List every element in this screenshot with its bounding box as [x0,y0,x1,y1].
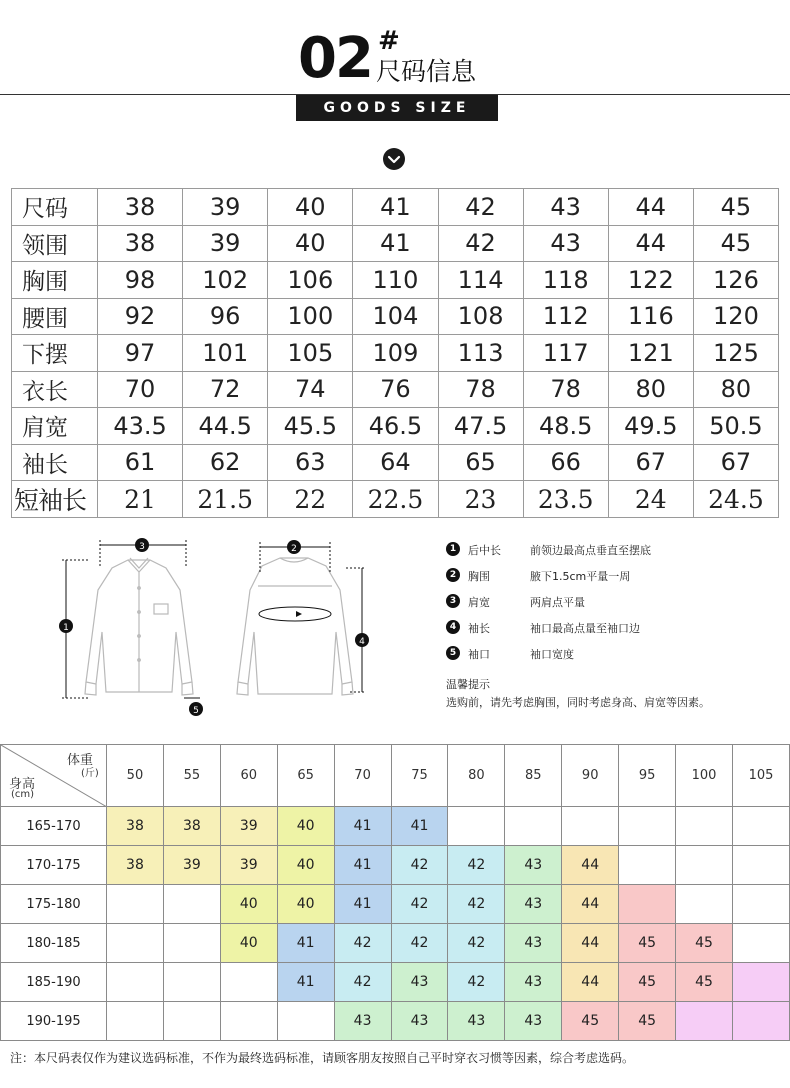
size-cell: 45 [693,225,778,262]
table-row [1,1002,790,1041]
size-cell: 46.5 [353,408,438,445]
recommended-size-cell: 44 [562,963,619,1002]
size-cell: 105 [268,335,353,372]
size-cell: 98 [98,262,183,299]
row-label: 腰围 [12,298,98,335]
recommended-size-cell: 42 [334,963,391,1002]
height-range: 165-170 [1,807,107,846]
row-label: 尺码 [12,189,98,226]
weight-header: 105 [732,745,789,807]
size-cell: 67 [693,444,778,481]
recommended-size-cell: 39 [163,846,220,885]
table-row [12,481,779,518]
size-cell: 24.5 [693,481,778,518]
size-cell: 63 [268,444,353,481]
recommended-size-cell: 43 [505,846,562,885]
recommended-size-cell: 39 [220,807,277,846]
recommended-size-cell: 40 [220,924,277,963]
table-corner-header [1,745,107,807]
recommended-size-cell: 45 [619,963,676,1002]
height-range: 190-195 [1,1002,107,1041]
weight-header: 50 [107,745,164,807]
size-cell: 126 [693,262,778,299]
size-cell: 44.5 [183,408,268,445]
row-label: 下摆 [12,335,98,372]
size-cell: 76 [353,371,438,408]
row-label: 领围 [12,225,98,262]
weight-header: 65 [277,745,334,807]
recommended-size-cell [163,1002,220,1041]
size-cell: 121 [608,335,693,372]
size-cell: 65 [438,444,523,481]
chevron-down-icon [383,148,405,170]
recommended-size-cell: 45 [676,963,733,1002]
size-cell: 44 [608,225,693,262]
recommended-size-cell: 38 [107,846,164,885]
size-cell: 21.5 [183,481,268,518]
weight-header: 75 [391,745,448,807]
recommended-size-cell [505,807,562,846]
recommended-size-cell [220,1002,277,1041]
recommended-size-cell: 45 [619,1002,676,1041]
weight-header: 80 [448,745,505,807]
recommended-size-cell: 41 [334,885,391,924]
recommended-size-cell [448,807,505,846]
weight-header: 85 [505,745,562,807]
section-number: 02 [298,26,372,91]
table-row [12,408,779,445]
recommended-size-cell: 41 [277,963,334,1002]
recommended-size-cell [619,885,676,924]
recommended-size-cell [732,807,789,846]
legend-item: 4 袖长 袖口最高点量至袖口边 [446,618,786,644]
recommended-size-cell [676,807,733,846]
size-cell: 49.5 [608,408,693,445]
height-range: 175-180 [1,885,107,924]
size-cell: 45 [693,189,778,226]
size-cell: 42 [438,225,523,262]
size-cell: 40 [268,225,353,262]
recommended-size-cell: 41 [334,807,391,846]
marker-4 [355,633,369,647]
weight-axis-label: 体重 [67,753,94,768]
recommended-size-cell [163,924,220,963]
size-cell: 78 [438,371,523,408]
size-cell: 122 [608,262,693,299]
size-cell: 66 [523,444,608,481]
size-cell: 40 [268,189,353,226]
row-label: 袖长 [12,444,98,481]
recommended-size-cell: 43 [505,885,562,924]
recommended-size-cell: 42 [448,924,505,963]
recommended-size-cell [107,1002,164,1041]
size-cell: 106 [268,262,353,299]
table-row [12,335,779,372]
weight-header: 95 [619,745,676,807]
size-cell: 61 [98,444,183,481]
weight-header: 60 [220,745,277,807]
size-cell: 114 [438,262,523,299]
row-label: 短袖长 [12,481,98,518]
height-axis-label: 身高 [9,777,36,792]
size-recommendation-table [0,744,790,1041]
weight-header: 70 [334,745,391,807]
recommended-size-cell: 42 [448,885,505,924]
size-cell: 109 [353,335,438,372]
hash-mark: # [378,26,400,56]
recommended-size-cell: 40 [220,885,277,924]
size-cell: 45.5 [268,408,353,445]
size-cell: 43.5 [98,408,183,445]
recommended-size-cell [107,885,164,924]
recommended-size-cell: 40 [277,846,334,885]
recommended-size-cell: 42 [334,924,391,963]
recommended-size-cell [163,963,220,1002]
recommended-size-cell: 43 [505,1002,562,1041]
table-row [12,298,779,335]
table-row [1,807,790,846]
row-label: 肩宽 [12,408,98,445]
size-cell: 80 [608,371,693,408]
size-cell: 38 [98,225,183,262]
size-cell: 112 [523,298,608,335]
size-cell: 23 [438,481,523,518]
height-range: 170-175 [1,846,107,885]
size-cell: 110 [353,262,438,299]
size-cell: 42 [438,189,523,226]
row-label: 衣长 [12,371,98,408]
svg-text:3: 3 [139,542,145,552]
recommended-size-cell [619,807,676,846]
svg-text:4: 4 [359,637,365,647]
recommended-size-cell: 43 [334,1002,391,1041]
size-cell: 100 [268,298,353,335]
recommended-size-cell: 41 [391,807,448,846]
recommended-size-cell [676,1002,733,1041]
recommended-size-cell [732,1002,789,1041]
size-cell: 39 [183,189,268,226]
tip-title: 温馨提示 [446,678,490,691]
size-cell: 102 [183,262,268,299]
recommended-size-cell: 45 [619,924,676,963]
recommended-size-cell: 43 [391,1002,448,1041]
shirt-front-icon [85,558,193,695]
table-row [1,924,790,963]
size-cell: 41 [353,189,438,226]
recommended-size-cell [732,885,789,924]
size-cell: 78 [523,371,608,408]
recommended-size-cell [220,963,277,1002]
size-cell: 50.5 [693,408,778,445]
recommended-size-cell [163,885,220,924]
size-table [11,188,779,518]
table-row [12,262,779,299]
table-row [12,444,779,481]
size-cell: 47.5 [438,408,523,445]
size-cell: 117 [523,335,608,372]
recommended-size-cell: 42 [391,924,448,963]
marker-2 [287,540,301,554]
size-cell: 101 [183,335,268,372]
recommended-size-cell: 43 [391,963,448,1002]
recommended-size-cell: 42 [448,963,505,1002]
size-cell: 108 [438,298,523,335]
goods-size-badge: GOODS SIZE [296,95,498,121]
recommended-size-cell: 44 [562,846,619,885]
size-cell: 118 [523,262,608,299]
recommended-size-cell [732,963,789,1002]
size-cell: 21 [98,481,183,518]
shirt-back-icon [237,558,353,695]
size-cell: 74 [268,371,353,408]
size-cell: 92 [98,298,183,335]
size-cell: 72 [183,371,268,408]
size-cell: 70 [98,371,183,408]
recommended-size-cell [732,846,789,885]
svg-text:5: 5 [193,706,199,716]
legend-item: 3 肩宽 两肩点平量 [446,592,786,618]
recommended-size-cell [107,963,164,1002]
recommended-size-cell: 40 [277,885,334,924]
size-cell: 22.5 [353,481,438,518]
marker-3 [135,538,149,552]
row-label: 胸围 [12,262,98,299]
size-cell: 22 [268,481,353,518]
page-title: 尺码信息 [376,57,477,86]
height-axis-unit: (cm) [11,789,35,800]
height-range: 185-190 [1,963,107,1002]
recommended-size-cell: 38 [107,807,164,846]
table-row [1,846,790,885]
size-cell: 80 [693,371,778,408]
legend-item: 2 胸围 腋下1.5cm平量一周 [446,566,786,592]
weight-axis-unit: (斤) [81,768,99,779]
table-row [12,371,779,408]
recommended-size-cell: 38 [163,807,220,846]
weight-header: 55 [163,745,220,807]
size-cell: 39 [183,225,268,262]
size-cell: 116 [608,298,693,335]
size-cell: 38 [98,189,183,226]
size-cell: 125 [693,335,778,372]
legend-item: 5 袖口 袖口宽度 [446,644,786,670]
recommended-size-cell: 42 [448,846,505,885]
table-row [12,225,779,262]
recommended-size-cell: 43 [448,1002,505,1041]
recommended-size-cell: 41 [277,924,334,963]
recommended-size-cell: 40 [277,807,334,846]
size-cell: 104 [353,298,438,335]
weight-header: 100 [676,745,733,807]
recommended-size-cell [562,807,619,846]
recommended-size-cell [107,924,164,963]
size-cell: 23.5 [523,481,608,518]
size-cell: 67 [608,444,693,481]
svg-text:1: 1 [63,623,69,633]
size-cell: 96 [183,298,268,335]
size-cell: 44 [608,189,693,226]
size-cell: 120 [693,298,778,335]
marker-5 [189,702,203,716]
recommended-size-cell [619,846,676,885]
size-cell: 113 [438,335,523,372]
size-cell: 97 [98,335,183,372]
weight-header: 90 [562,745,619,807]
svg-text:2: 2 [291,544,297,554]
size-cell: 43 [523,225,608,262]
size-cell: 43 [523,189,608,226]
recommended-size-cell: 39 [220,846,277,885]
height-range: 180-185 [1,924,107,963]
recommended-size-cell: 44 [562,885,619,924]
table-row [1,885,790,924]
size-cell: 41 [353,225,438,262]
recommended-size-cell: 43 [505,963,562,1002]
measurement-legend [446,540,786,670]
table-row [12,189,779,226]
marker-1 [59,619,73,633]
legend-item: 1 后中长 前领边最高点垂直至摆底 [446,540,786,566]
recommended-size-cell [676,885,733,924]
recommended-size-cell: 45 [676,924,733,963]
size-cell: 48.5 [523,408,608,445]
recommended-size-cell: 44 [562,924,619,963]
footnote: 注：本尺码表仅作为建议选码标准，不作为最终选码标准，请顾客朋友按照自己平时穿衣习惯等因素，综合考虑选码。 [10,1051,635,1065]
size-cell: 62 [183,444,268,481]
recommended-size-cell: 45 [562,1002,619,1041]
recommended-size-cell [277,1002,334,1041]
recommended-size-cell: 42 [391,846,448,885]
recommended-size-cell: 42 [391,885,448,924]
tip-text: 选购前，请先考虑胸围，同时考虑身高、肩宽等因素。 [446,696,710,709]
recommended-size-cell: 43 [505,924,562,963]
size-cell: 64 [353,444,438,481]
table-row [1,963,790,1002]
measurement-diagram [50,532,440,722]
recommended-size-cell: 41 [334,846,391,885]
recommended-size-cell [676,846,733,885]
recommended-size-cell [732,924,789,963]
size-cell: 24 [608,481,693,518]
